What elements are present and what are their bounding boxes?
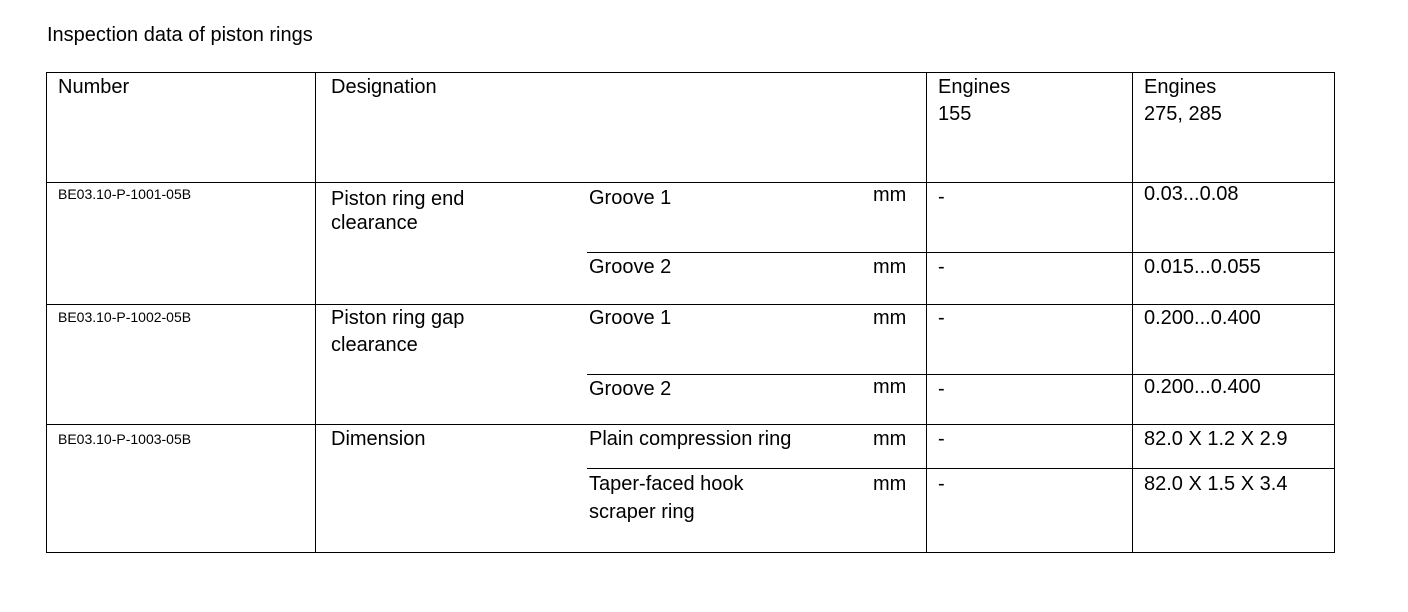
- value-engines-275-285: 0.200...0.400: [1144, 376, 1261, 398]
- row-divider: [46, 304, 1335, 305]
- row-divider: [46, 182, 1335, 183]
- value-engines-275-285: 0.200...0.400: [1144, 307, 1261, 329]
- row-number: BE03.10-P-1001-05B: [58, 186, 192, 202]
- value-engines-155: -: [938, 186, 945, 208]
- row-designation: Piston ring end: [331, 188, 465, 210]
- sub-label: Groove 1: [589, 187, 672, 209]
- unit-label: mm: [873, 473, 907, 495]
- unit-label: mm: [873, 428, 907, 450]
- value-engines-155: -: [938, 307, 945, 329]
- value-engines-275-285: 0.015...0.055: [1144, 256, 1261, 278]
- row-divider: [46, 424, 1335, 425]
- sub-label: Taper-faced hook: [589, 473, 744, 495]
- column-divider: [315, 72, 316, 553]
- sub-label: Groove 2: [589, 256, 672, 278]
- row-number: BE03.10-P-1002-05B: [58, 309, 192, 325]
- value-engines-275-285: 82.0 X 1.2 X 2.9: [1144, 428, 1288, 450]
- header-number: Number: [58, 76, 130, 98]
- column-divider: [1132, 72, 1133, 553]
- unit-label: mm: [873, 376, 907, 398]
- row-number: BE03.10-P-1003-05B: [58, 431, 192, 447]
- row-designation-cont: clearance: [331, 334, 418, 356]
- unit-label: mm: [873, 307, 907, 329]
- sub-label-cont: scraper ring: [589, 501, 695, 523]
- header-designation: Designation: [331, 76, 437, 98]
- sub-row-divider: [587, 252, 1335, 253]
- value-engines-155: -: [938, 428, 945, 450]
- row-designation-cont: clearance: [331, 212, 418, 234]
- row-designation: Piston ring gap: [331, 307, 465, 329]
- header-engines-155: Engines: [938, 76, 1011, 98]
- value-engines-155: -: [938, 256, 945, 278]
- sub-label: Groove 2: [589, 378, 672, 400]
- header-engines-275-285: Engines: [1144, 76, 1217, 98]
- header-engines-275-285-model: 275, 285: [1144, 103, 1222, 125]
- unit-label: mm: [873, 256, 907, 278]
- value-engines-155: -: [938, 378, 945, 400]
- row-designation: Dimension: [331, 428, 426, 450]
- value-engines-275-285: 0.03...0.08: [1144, 183, 1239, 205]
- sub-row-divider: [587, 468, 1335, 469]
- unit-label: mm: [873, 184, 907, 206]
- sub-label: Groove 1: [589, 307, 672, 329]
- value-engines-155: -: [938, 473, 945, 495]
- column-divider: [926, 72, 927, 553]
- value-engines-275-285: 82.0 X 1.5 X 3.4: [1144, 473, 1288, 495]
- header-engines-155-model: 155: [938, 103, 972, 125]
- sub-label: Plain compression ring: [589, 428, 792, 450]
- page-title: Inspection data of piston rings: [47, 24, 313, 46]
